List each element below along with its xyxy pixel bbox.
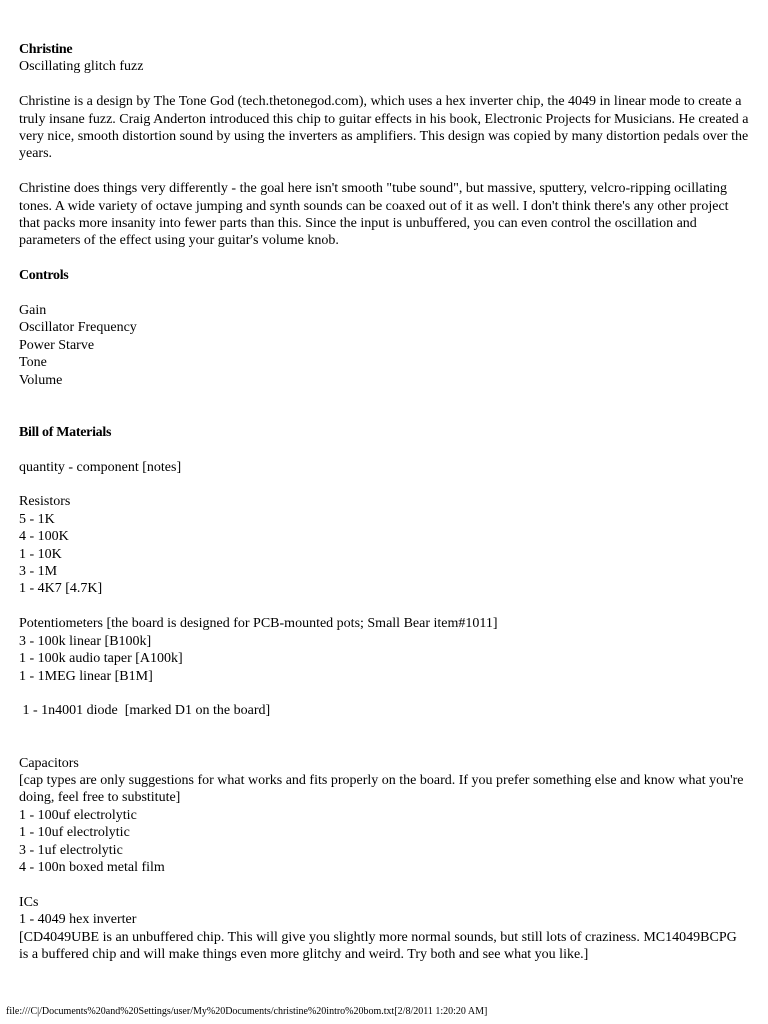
bom-heading: Bill of Materials [19, 424, 112, 440]
capacitor-item: 1 - 100uf electrolytic [19, 807, 137, 823]
potentiometer-item: 3 - 100k linear [B100k] [19, 633, 152, 649]
capacitors-note: [cap types are only suggestions for what works and fits properly on the board. If you prefer something else and know what you're doing, feel free to substitute] [19, 772, 744, 806]
potentiometer-item: 1 - 1MEG linear [B1M] [19, 668, 153, 684]
ic-item: 1 - 4049 hex inverter [19, 912, 137, 928]
capacitor-item: 4 - 100n boxed metal film [19, 859, 165, 875]
bom-legend: quantity - component [notes] [19, 459, 182, 475]
resistor-item: 3 - 1M [19, 564, 58, 580]
control-item: Gain [19, 303, 47, 319]
control-item: Power Starve [19, 337, 95, 353]
print-footer-url: file:///C|/Documents%20and%20Settings/user/My%20Documents/christine%20intro%20bom.txt[2/8/2011 1:20:20 AM] [6, 1006, 488, 1017]
ics-note: [CD4049UBE is an unbuffered chip. This will give you slightly more normal sounds, but still lots of craziness. MC14049BCPG is a buffered chip and will make things even more glitchy and weird. Try both and see what you like.] [19, 929, 737, 962]
intro-paragraph-1: Christine is a design by The Tone God (tech.thetonegod.com), which uses a hex inverter chip, the 4049 in linear mode to create a truly insane fuzz. Craig Anderton introduced this chip to guitar effects in his book, Electronic Projects for Musicians. He created a very nice, smooth distortion sound by using the inverters as amplifiers. This design was copied by many distortion pedals over the years. [19, 94, 749, 162]
resistor-item: 4 - 100K [19, 529, 69, 545]
capacitor-item: 1 - 10uf electrolytic [19, 825, 130, 841]
document-subtitle: Oscillating glitch fuzz [19, 59, 144, 75]
resistor-item: 5 - 1K [19, 511, 55, 527]
controls-heading: Controls [19, 268, 69, 284]
resistor-item: 1 - 4K7 [4.7K] [19, 581, 103, 597]
capacitors-heading: Capacitors [19, 755, 79, 771]
control-item: Tone [19, 355, 47, 371]
potentiometers-heading: Potentiometers [the board is designed for PCB-mounted pots; Small Bear item#1011] [19, 616, 498, 632]
control-item: Volume [19, 372, 63, 388]
resistor-item: 1 - 10K [19, 546, 62, 562]
ics-heading: ICs [19, 894, 39, 910]
diode-item: 1 - 1n4001 diode [marked D1 on the board] [19, 703, 271, 719]
potentiometer-item: 1 - 100k audio taper [A100k] [19, 651, 183, 667]
document-title: Christine [19, 42, 73, 57]
capacitor-item: 3 - 1uf electrolytic [19, 842, 123, 858]
document-body [19, 41, 749, 963]
resistors-heading: Resistors [19, 494, 71, 510]
intro-paragraph-2: Christine does things very differently - the goal here isn't smooth "tube sound", but massive, sputtery, velcro-ripping ocillating tones. A wide variety of octave jumping and synth sounds can be coaxed out of it as well. I don't think there's any other project that packs more insanity into fewer parts than this. Since the input is unbuffered, you can even control the oscillation and parameters of the effect using your guitar's volume knob. [19, 181, 729, 249]
control-item: Oscillator Frequency [19, 320, 137, 336]
